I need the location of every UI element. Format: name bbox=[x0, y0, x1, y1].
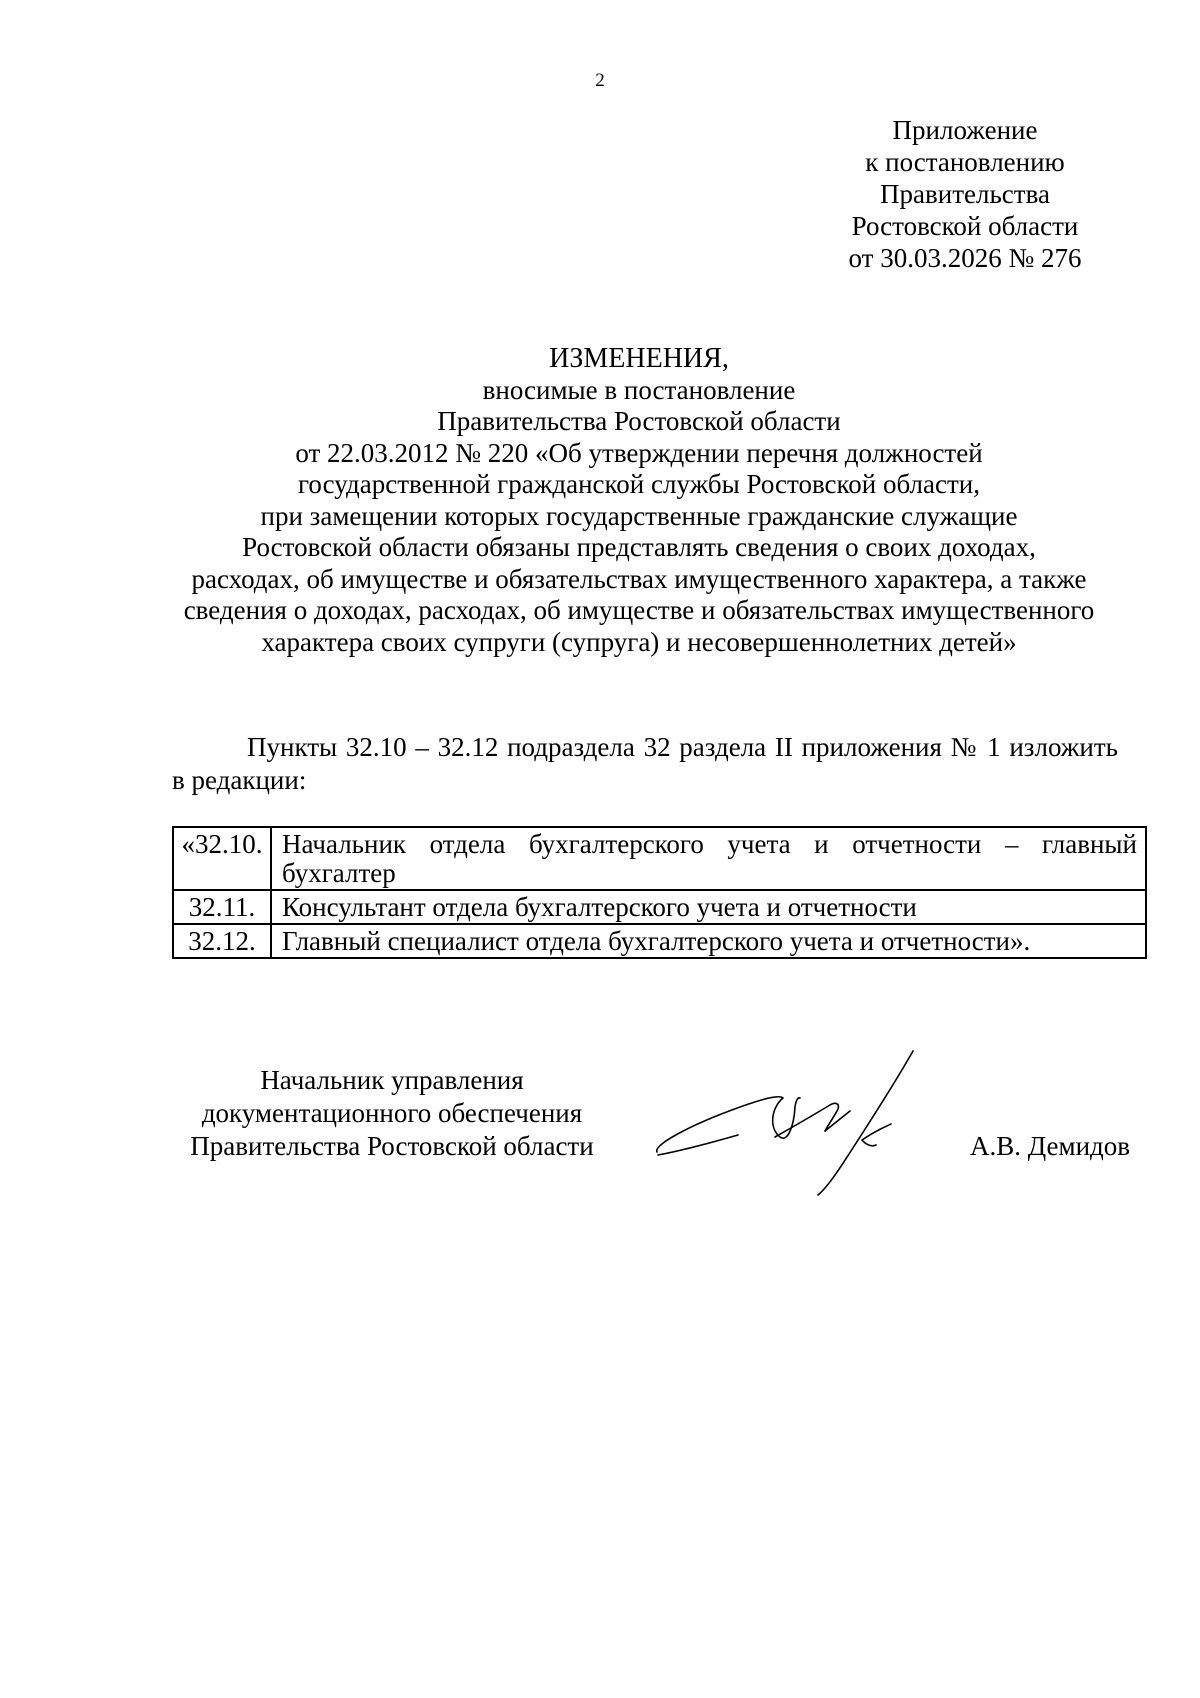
table-cell-number: 32.11. bbox=[173, 890, 271, 924]
table-cell-text: Начальник отдела бухгалтерского учета и отчетности – главный бухгалтер bbox=[271, 827, 1146, 890]
title-line: сведения о доходах, расходах, об имуществе и обязательствах имущественного bbox=[183, 595, 1095, 625]
appendix-line: к постановлению bbox=[865, 147, 1065, 177]
table-row bbox=[173, 827, 1146, 890]
title-line: Правительства Ростовской области bbox=[437, 406, 841, 436]
body-paragraph-line: в редакции: bbox=[172, 765, 307, 795]
signatory-name: А.В. Демидов bbox=[970, 1131, 1131, 1161]
body-paragraph bbox=[172, 731, 1118, 797]
title-line: вносимые в постановление bbox=[482, 374, 796, 405]
title-heading: ИЗМЕНЕНИЯ, bbox=[549, 343, 729, 374]
table-cell-text: Главный специалист отдела бухгалтерского учета и отчетности». bbox=[271, 924, 1146, 958]
table-cell-number: «32.10. bbox=[173, 827, 271, 890]
changes-table bbox=[172, 826, 1147, 959]
body-paragraph-line: Пункты 32.10 – 32.12 подраздела 32 раздела II приложения № 1 изложить bbox=[247, 732, 1118, 762]
table-row bbox=[173, 924, 1146, 958]
title-line: Ростовской области обязаны представлять сведения о своих доходах, bbox=[242, 532, 1036, 562]
table-cell-text: Консультант отдела бухгалтерского учета и отчетности bbox=[271, 890, 1146, 924]
table-row bbox=[173, 890, 1146, 924]
title-line: от 22.03.2012 № 220 «Об утверждении перечня должностей bbox=[295, 437, 983, 468]
appendix-line: Ростовской области bbox=[851, 211, 1079, 241]
table-cell-number: 32.12. bbox=[173, 924, 271, 958]
title-line: при замещении которых государственные гражданские служащие bbox=[260, 500, 1018, 531]
title-line: расходах, об имуществе и обязательствах имущественного характера, а также bbox=[191, 563, 1087, 594]
handwritten-signature bbox=[650, 1045, 940, 1205]
signatory-position bbox=[172, 1064, 612, 1163]
appendix-date-number: от 30.03.2026 № 276 bbox=[848, 243, 1082, 273]
document-title bbox=[160, 343, 1118, 658]
title-line: характера своих супруги (супруга) и несовершеннолетних детей» bbox=[261, 626, 1017, 657]
signatory-position-line: Правительства Ростовской области bbox=[190, 1131, 594, 1161]
appendix-line: Правительства bbox=[880, 179, 1050, 209]
appendix-line: Приложение bbox=[892, 115, 1038, 145]
appendix-header bbox=[840, 114, 1090, 274]
title-line: государственной гражданской службы Ростовской области, bbox=[298, 469, 980, 499]
signatory-position-line: документационного обеспечения bbox=[201, 1098, 583, 1128]
page-number: 2 bbox=[595, 70, 605, 91]
signatory-position-line: Начальник управления bbox=[260, 1065, 524, 1095]
